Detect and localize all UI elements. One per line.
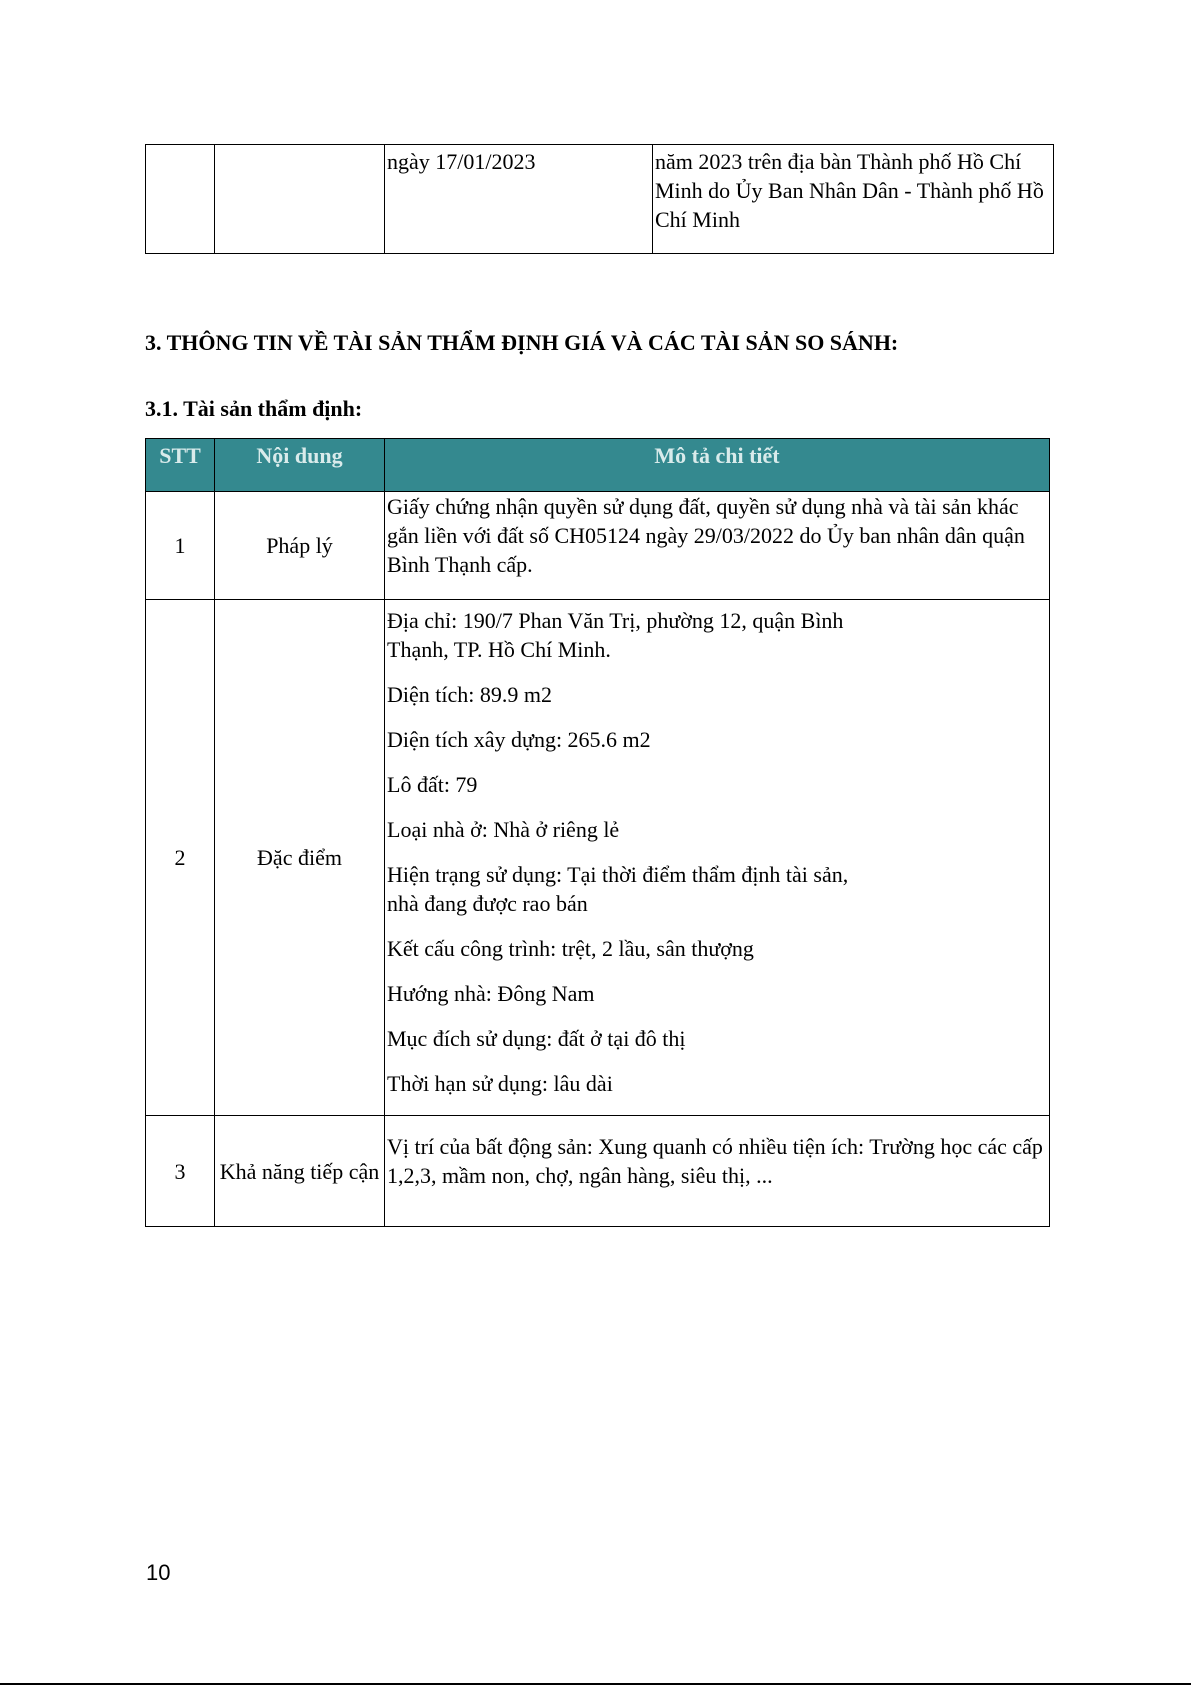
column-header-stt: STT — [146, 439, 215, 492]
row-stt: 3 — [146, 1116, 215, 1227]
row-content: Pháp lý — [215, 492, 385, 600]
column-header-content: Nội dung — [215, 439, 385, 492]
row-detail: Giấy chứng nhận quyền sử dụng đất, quyền sử dụng nhà và tài sản khác gắn liền với đất số CH05124 ngày 29/03/2022 do Ủy ban nhân dân quận Bình Thạnh cấp. — [385, 492, 1050, 600]
table-row — [146, 1116, 1050, 1227]
row-detail: Vị trí của bất động sản: Xung quanh có nhiều tiện ích: Trường học các cấp 1,2,3, mầm non, chợ, ngân hàng, siêu thị, ... — [385, 1116, 1050, 1227]
feature-item: Kết cấu công trình: trệt, 2 lầu, sân thượng — [387, 936, 754, 961]
row-detail — [385, 600, 1050, 1116]
table-row — [146, 492, 1050, 600]
feature-item: Diện tích xây dựng: 265.6 m2 — [387, 727, 651, 752]
feature-item: Thời hạn sử dụng: lâu dài — [387, 1071, 613, 1096]
continuation-table — [145, 144, 1054, 254]
feature-item: Mục đích sử dụng: đất ở tại đô thị — [387, 1026, 686, 1051]
feature-item: Loại nhà ở: Nhà ở riêng lẻ — [387, 817, 620, 842]
feature-item: Hiện trạng sử dụng: Tại thời điểm thẩm định tài sản, nhà đang được rao bán — [387, 862, 849, 916]
feature-item: Hướng nhà: Đông Nam — [387, 981, 595, 1006]
row-content: Khả năng tiếp cận — [215, 1116, 385, 1227]
appraised-asset-table — [145, 438, 1050, 1227]
row-stt: 2 — [146, 600, 215, 1116]
feature-item: Diện tích: 89.9 m2 — [387, 682, 552, 707]
table-cell — [146, 145, 215, 254]
row-stt: 1 — [146, 492, 215, 600]
subsection-heading: 3.1. Tài sản thẩm định: — [145, 396, 363, 421]
column-header-detail: Mô tả chi tiết — [385, 439, 1050, 492]
table-cell — [215, 145, 385, 254]
feature-item: Địa chỉ: 190/7 Phan Văn Trị, phường 12, quận Bình Thạnh, TP. Hồ Chí Minh. — [387, 608, 844, 662]
table-row — [146, 145, 1054, 254]
table-header-row — [146, 439, 1050, 492]
table-row — [146, 600, 1050, 1116]
feature-list — [385, 606, 1049, 1098]
page-number: 10 — [146, 1560, 171, 1585]
table-cell: ngày 17/01/2023 — [385, 145, 653, 254]
row-content: Đặc điểm — [215, 600, 385, 1116]
feature-item: Lô đất: 79 — [387, 772, 478, 797]
table-cell: năm 2023 trên địa bàn Thành phố Hồ Chí Minh do Ủy Ban Nhân Dân - Thành phố Hồ Chí Minh — [653, 145, 1054, 254]
section-heading: 3. THÔNG TIN VỀ TÀI SẢN THẨM ĐỊNH GIÁ VÀ CÁC TÀI SẢN SO SÁNH: — [145, 330, 899, 355]
